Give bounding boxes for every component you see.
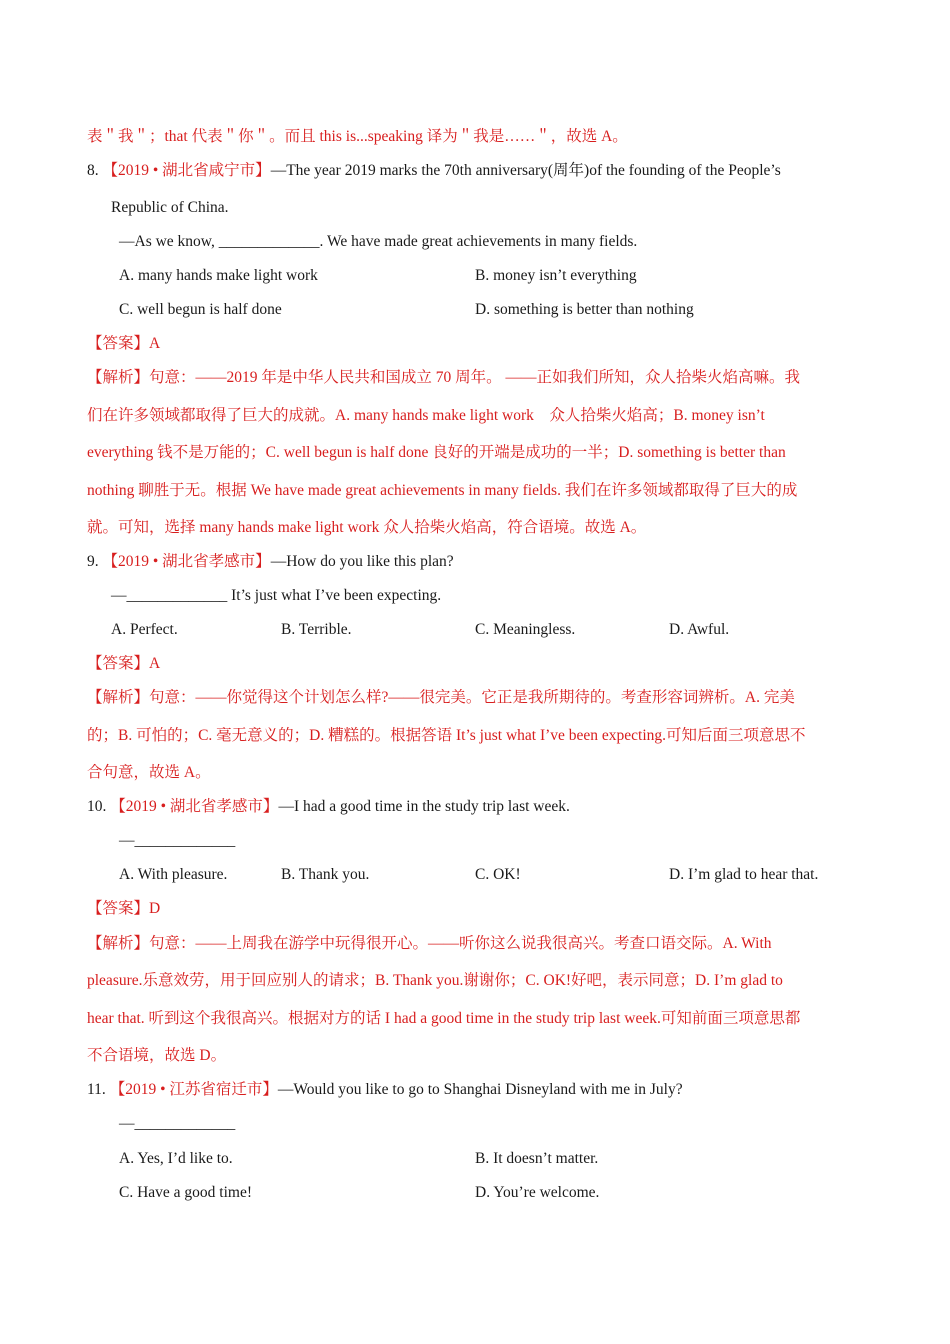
intro-explanation: 表＂我＂；that 代表＂你＂。而且 this is...speaking 译为＂我是……＂，故选 A。 xyxy=(87,128,628,145)
question-number: 11. xyxy=(87,1081,106,1098)
analysis-line: 合句意，故选 A。 xyxy=(87,764,211,781)
analysis-line: 们在许多领域都取得了巨大的成就。A. many hands make light work 众人拾柴火焰高；B. money isn’t xyxy=(87,407,765,424)
question-text: —How do you like this plan? xyxy=(270,553,454,570)
analysis-line: nothing 聊胜于无。根据 We have made great achievements in many fields. 我们在许多领域都取得了巨大的成 xyxy=(87,482,798,499)
question-number: 10. xyxy=(87,798,107,815)
question-text: —The year 2019 marks the 70th anniversary(周年)of the founding of the People’s xyxy=(270,162,781,179)
option-b: B. It doesn’t matter. xyxy=(475,1150,599,1167)
option-b: B. Terrible. xyxy=(281,621,352,638)
option-b: B. Thank you. xyxy=(281,866,370,883)
question-8-stem-cont: Republic of China. xyxy=(111,199,229,216)
option-a: A. With pleasure. xyxy=(119,866,228,883)
option-c: C. OK! xyxy=(475,866,521,883)
answer: 【答案】D xyxy=(87,900,161,917)
option-a: A. Yes, I’d like to. xyxy=(119,1150,233,1167)
analysis-line: pleasure.乐意效劳，用于回应别人的请求；B. Thank you.谢谢你；C. OK!好吧，表示同意；D. I’m glad to xyxy=(87,972,783,989)
question-text: —I had a good time in the study trip last week. xyxy=(278,798,570,815)
question-10-stem xyxy=(87,796,570,818)
question-8-stem xyxy=(87,160,781,182)
question-source: 【2019 • 江苏省宿迁市】 xyxy=(109,1081,278,1098)
analysis-line: 就。可知，选择 many hands make light work 众人拾柴火焰高，符合语境。故选 A。 xyxy=(87,519,647,536)
analysis-line: 【解析】句意：——你觉得这个计划怎么样?——很完美。它正是我所期待的。考查形容词辨析。A. 完美 xyxy=(87,689,795,706)
question-8-reply: —As we know, _____________. We have made great achievements in many fields. xyxy=(119,233,638,250)
answer: 【答案】A xyxy=(87,655,161,672)
option-d: D. Awful. xyxy=(669,621,730,638)
option-c: C. Meaningless. xyxy=(475,621,576,638)
analysis-line: everything 钱不是万能的；C. well begun is half done 良好的开端是成功的一半；D. something is better than xyxy=(87,444,786,461)
question-9-reply: —_____________ It’s just what I’ve been expecting. xyxy=(111,587,442,604)
analysis-line: hear that. 听到这个我很高兴。根据对方的话 I had a good time in the study trip last week.可知前面三项意思都 xyxy=(87,1010,801,1027)
option-c: C. Have a good time! xyxy=(119,1184,253,1201)
analysis-line: 不合语境，故选 D。 xyxy=(87,1047,227,1064)
option-d: D. something is better than nothing xyxy=(475,301,694,318)
question-source: 【2019 • 湖北省孝感市】 xyxy=(110,798,279,815)
option-d: D. You’re welcome. xyxy=(475,1184,600,1201)
option-b: B. money isn’t everything xyxy=(475,267,637,284)
option-d: D. I’m glad to hear that. xyxy=(669,866,819,883)
question-source: 【2019 • 湖北省孝感市】 xyxy=(102,553,271,570)
question-number: 8. xyxy=(87,162,99,179)
analysis-line: 的；B. 可怕的；C. 毫无意义的；D. 糟糕的。根据答语 It’s just what I’ve been expecting.可知后面三项意思不 xyxy=(87,727,806,744)
question-10-reply: —_____________ xyxy=(119,832,236,849)
option-a: A. Perfect. xyxy=(111,621,178,638)
question-11-reply: —_____________ xyxy=(119,1115,236,1132)
analysis-line: 【解析】句意：——上周我在游学中玩得很开心。——听你这么说我很高兴。考查口语交际。A. With xyxy=(87,935,772,952)
question-source: 【2019 • 湖北省咸宁市】 xyxy=(102,162,271,179)
question-text: —Would you like to go to Shanghai Disneyland with me in July? xyxy=(277,1081,683,1098)
question-11-stem xyxy=(87,1079,683,1101)
analysis-line: 【解析】句意：——2019 年是中华人民共和国成立 70 周年。 ——正如我们所知，众人拾柴火焰高嘛。我 xyxy=(87,369,801,386)
question-number: 9. xyxy=(87,553,99,570)
option-c: C. well begun is half done xyxy=(119,301,282,318)
option-a: A. many hands make light work xyxy=(119,267,318,284)
question-9-stem xyxy=(87,551,454,573)
answer: 【答案】A xyxy=(87,335,161,352)
